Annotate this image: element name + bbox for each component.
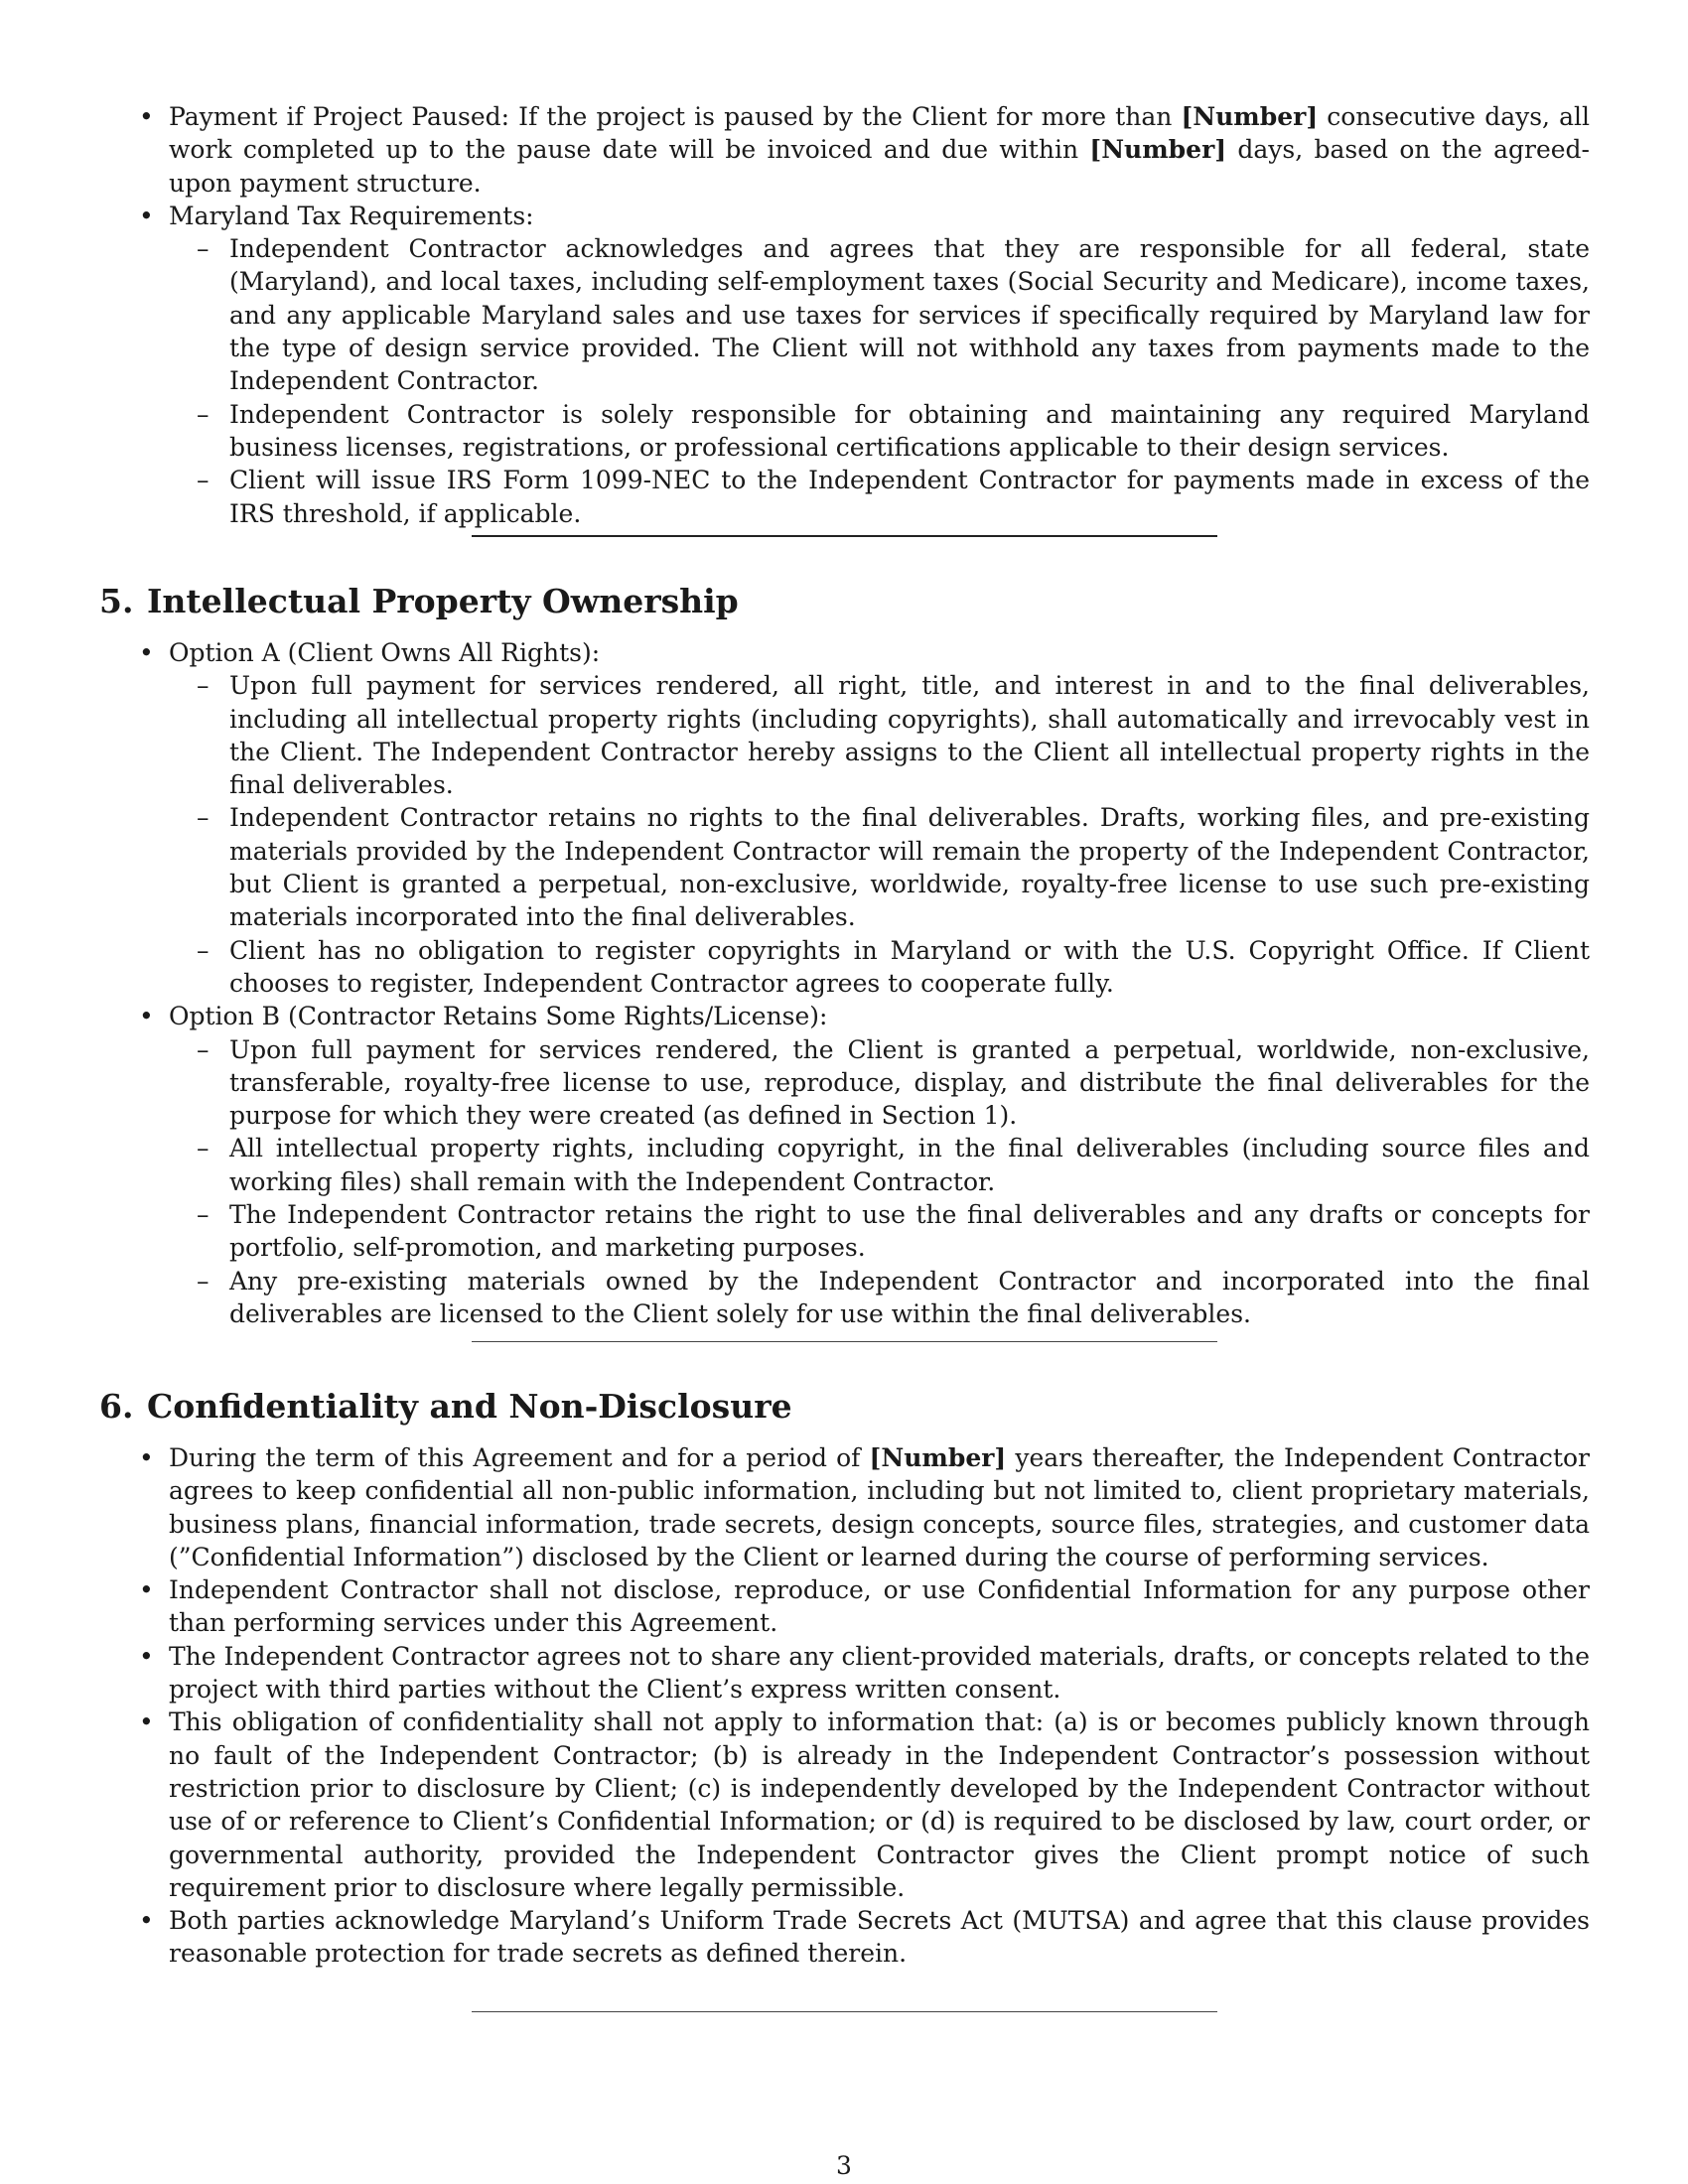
- bullet-marker: •: [139, 201, 154, 230]
- bullet-marker: •: [139, 102, 154, 131]
- bullet-list: [0, 100, 1688, 232]
- bullet-list: [0, 1441, 1688, 1971]
- sub-list-item: – Upon full payment for services rendered, the Client is granted a perpetual, worldwide, non-exclusive, transferable, royalty-free license to use, reproduce, display, and distribute the final deliverables for the purpose for which they were created (as defined in Section 1).: [197, 1034, 1590, 1131]
- dash-marker: –: [197, 935, 210, 965]
- dash-marker: –: [197, 1134, 210, 1163]
- sub-list-option-a: [0, 669, 1688, 1000]
- list-item: • Both parties acknowledge Maryland’s Uniform Trade Secrets Act (MUTSA) and agree that this clause provides reasonable protection for trade secrets as defined therein.: [139, 1906, 1590, 1969]
- section-6-heading: [99, 1387, 792, 1427]
- page-number: 3: [836, 2151, 852, 2180]
- list-item-pause-payment: • Payment if Project Paused: If the project is paused by the Client for more than [Number] consecutive days, all work completed up to the pause date will be invoiced and due within [Number] days, based on the agreed-upon payment structure.: [139, 102, 1590, 198]
- section-6-body: [0, 1441, 1688, 1971]
- section-4-continued: [0, 100, 1688, 530]
- bullet-marker: •: [139, 638, 154, 667]
- list-item-label: Option A (Client Owns All Rights):: [169, 638, 601, 667]
- sub-list-item: – Any pre-existing materials owned by the Independent Contractor and incorporated into the final deliverables are licensed to the Client solely for use within the final deliverables.: [197, 1266, 1590, 1328]
- section-5-heading: [99, 582, 739, 621]
- list-item-maryland-tax: [0, 200, 1688, 232]
- section-title: Intellectual Property Ownership: [147, 582, 739, 620]
- section-divider: [472, 1341, 1217, 1342]
- dash-marker: –: [197, 1034, 210, 1064]
- list-item-label: Option B (Contractor Retains Some Rights/License):: [169, 1002, 828, 1031]
- bullet-marker: •: [139, 1002, 154, 1031]
- sub-list-option-b: [0, 1033, 1688, 1331]
- dash-marker: –: [197, 399, 210, 429]
- sub-list-item: – Independent Contractor acknowledges and agrees that they are responsible for all federal, state (Maryland), and local taxes, including self-employment taxes (Social Security and Medicare), income taxes, and any applicable Maryland sales and use taxes for services if specifically required by Maryland law for the type of design service provided. The Client will not withhold any taxes from payments made to the Independent Contractor.: [197, 234, 1590, 396]
- dash-marker: –: [197, 466, 210, 495]
- section-divider: [472, 535, 1217, 537]
- list-item: • Independent Contractor shall not disclose, reproduce, or use Confidential Information for any purpose other than performing services under this Agreement.: [139, 1575, 1590, 1638]
- bullet-marker: •: [139, 1575, 154, 1605]
- list-item-label: Maryland Tax Requirements:: [169, 201, 534, 230]
- sub-list-item: – Client will issue IRS Form 1099-NEC to the Independent Contractor for payments made in excess of the IRS threshold, if applicable.: [197, 466, 1590, 528]
- dash-marker: –: [197, 1266, 210, 1296]
- sub-list-item: – Independent Contractor retains no rights to the final deliverables. Drafts, working files, and pre-existing materials provided by the Independent Contractor will remain the property of the Independent Contractor, but Client is granted a perpetual, non-exclusive, worldwide, royalty-free license to use such pre-existing materials incorporated into the final deliverables.: [197, 803, 1590, 932]
- list-item-option-b: [0, 1000, 1688, 1032]
- dash-marker: –: [197, 234, 210, 264]
- bullet-marker: •: [139, 1707, 154, 1737]
- sub-list-item: – Upon full payment for services rendered, all right, title, and interest in and to the final deliverables, including all intellectual property rights (including copyrights), shall automatically and irrevocably vest in the Client. The Independent Contractor hereby assigns to the Client all intellectual property rights in the final deliverables.: [197, 671, 1590, 800]
- bullet-marker: •: [139, 1906, 154, 1936]
- bullet-list: [0, 1000, 1688, 1032]
- placeholder-number: [Number]: [1089, 135, 1227, 165]
- sub-list-item: – Independent Contractor is solely responsible for obtaining and maintaining any required Maryland business licenses, registrations, or professional certifications applicable to their design services.: [197, 399, 1590, 462]
- sub-list-item: – The Independent Contractor retains the right to use the final deliverables and any drafts or concepts for portfolio, self-promotion, and marketing purposes.: [197, 1200, 1590, 1263]
- sub-list-tax: [0, 232, 1688, 530]
- list-item-option-a: [0, 636, 1688, 669]
- dash-marker: –: [197, 803, 210, 833]
- placeholder-number: [Number]: [1181, 102, 1319, 131]
- list-item: • This obligation of confidentiality shall not apply to information that: (a) is or becomes publicly known through no fault of the Independent Contractor; (b) is already in the Independent Contractor’s possession without restriction prior to disclosure by Client; (c) is independently developed by the Independent Contractor without use of or reference to Client’s Confidential Information; or (d) is required to be disclosed by law, court order, or governmental authority, provided the Independent Contractor gives the Client prompt notice of such requirement prior to disclosure where legally permissible.: [139, 1707, 1590, 1902]
- placeholder-number: [Number]: [869, 1443, 1007, 1472]
- bullet-marker: •: [139, 1641, 154, 1671]
- list-item: • The Independent Contractor agrees not to share any client-provided materials, drafts, or concepts related to the project with third parties without the Client’s express written consent.: [139, 1641, 1590, 1705]
- dash-marker: –: [197, 671, 210, 701]
- section-number: 6.: [99, 1387, 134, 1426]
- section-number: 5.: [99, 582, 134, 620]
- bullet-marker: •: [139, 1443, 154, 1472]
- section-divider: [472, 2011, 1217, 2012]
- list-item: • During the term of this Agreement and for a period of [Number] years thereafter, the Independent Contractor agrees to keep confidential all non-public information, including but not limited to, client proprietary materials, business plans, financial information, trade secrets, design concepts, source files, strategies, and customer data (”Confidential Information”) disclosed by the Client or learned during the course of performing services.: [139, 1443, 1590, 1571]
- dash-marker: –: [197, 1200, 210, 1230]
- section-title: Confidentiality and Non-Disclosure: [147, 1387, 792, 1426]
- sub-list-item: – Client has no obligation to register copyrights in Maryland or with the U.S. Copyright Office. If Client chooses to register, Independent Contractor agrees to cooperate fully.: [197, 935, 1590, 998]
- section-5-body: [0, 636, 1688, 1330]
- sub-list-item: – All intellectual property rights, including copyright, in the final deliverables (including source files and working files) shall remain with the Independent Contractor.: [197, 1134, 1590, 1196]
- bullet-list: [0, 636, 1688, 669]
